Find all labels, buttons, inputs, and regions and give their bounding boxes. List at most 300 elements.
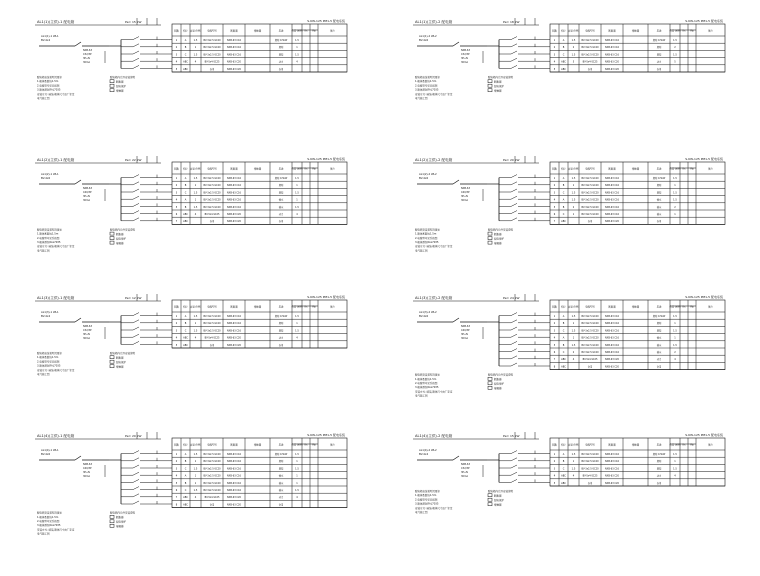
table-cell: B xyxy=(562,322,565,326)
table-cell: 8 xyxy=(175,503,178,507)
incoming-cable-label: BV-4x6 xyxy=(41,453,51,456)
table-cell: 动力 xyxy=(278,60,284,64)
table-header-cell: 相序 xyxy=(561,305,566,309)
branch-circuit xyxy=(121,37,172,40)
table-cell: NXB-63 C16 xyxy=(227,322,241,326)
legend-symbol-icon xyxy=(110,356,114,359)
panel-power-label: Pe= 24 kW xyxy=(503,296,520,300)
branch-circuit xyxy=(499,189,550,192)
table-cell: NXB-63 C16 xyxy=(227,198,241,202)
panel-title: AL1(2)(主供)-1 配电箱 xyxy=(37,158,75,162)
branch-breaker-contact xyxy=(133,501,139,504)
table-cell: 1.5 xyxy=(295,191,299,195)
note-line: 2.电缆型号见系统图 xyxy=(415,236,438,240)
legend-item: 接触器 xyxy=(494,503,502,507)
table-cell: 4 xyxy=(175,198,178,202)
main-breaker-model: NXB-63 xyxy=(83,325,92,328)
incoming-feeder-label: AL1(2)-2 WL2 xyxy=(419,173,437,176)
note-line: 配电箱安装说明及要求 xyxy=(37,511,63,515)
main-breaker-poles: 3P+N xyxy=(461,333,468,336)
table-header-cell: 电缆型号 xyxy=(585,305,595,309)
panel-title: AL1(1)(主供)-1 配电箱 xyxy=(37,20,75,24)
table-cell: B xyxy=(184,322,187,326)
table-cell: 1.5 xyxy=(571,467,576,471)
panel-8 xyxy=(413,432,725,514)
table-cell: 照明 xyxy=(278,322,284,326)
main-breaker-model: NXB-63 xyxy=(461,325,470,328)
table-cell: C xyxy=(184,467,187,471)
note-line: 1.箱体底距地1.5m xyxy=(37,80,59,84)
table-header-cell: Pjs xyxy=(312,167,316,171)
note-line: 2.电缆型号见系统图 xyxy=(37,520,60,523)
branch-circuit xyxy=(499,458,550,461)
table-cell: 2 xyxy=(674,351,676,354)
main-breaker-model: NXB-63 xyxy=(461,463,470,466)
legend-symbol-icon xyxy=(110,232,114,235)
table-cell: 6 xyxy=(553,213,556,216)
branch-breaker-contact xyxy=(511,349,517,352)
table-cell: 插座 xyxy=(656,351,662,354)
table-cell: 1.5 xyxy=(571,315,576,318)
panel-power-label: Pe= 15 kW xyxy=(125,20,142,24)
branch-breaker-contact xyxy=(511,341,517,344)
table-cell: 备用 xyxy=(656,67,662,71)
legend-title: 配电箱内元件安装说明 xyxy=(110,228,136,232)
table-header-cell: Kx xyxy=(682,443,686,447)
branch-circuit xyxy=(499,211,550,214)
table-cell: 7 xyxy=(553,358,556,362)
table-cell: NXB-63 C16 xyxy=(605,336,619,340)
branch-circuit xyxy=(121,58,172,61)
table-cell: BV-3x2.5-SC20 xyxy=(581,343,599,347)
branch-circuit xyxy=(499,175,550,178)
main-breaker-rating: C32/3P xyxy=(83,53,92,56)
main-breaker-rcd: 30mA xyxy=(461,61,469,64)
branch-circuit xyxy=(499,349,550,352)
table-header-cell: Pjs xyxy=(690,167,694,171)
note-line: 2.电缆型号见系统图 xyxy=(415,498,438,502)
table-header-cell: 电缆型号 xyxy=(585,443,595,447)
table-header-cell: 相序 xyxy=(561,443,566,447)
table-cell: 1.5 xyxy=(673,329,677,333)
panel-title: AL1(3)(主供)-2 配电箱 xyxy=(415,296,453,300)
table-cell: B xyxy=(184,460,187,464)
branch-breaker-contact xyxy=(133,313,139,316)
table-header-cell: 备注 xyxy=(330,29,335,33)
table-cell: ABC xyxy=(561,474,566,478)
table-cell: BV-3x2.5-SC20 xyxy=(581,46,599,50)
table-cell: C xyxy=(562,213,565,216)
main-breaker-rcd: 30mA xyxy=(461,337,469,340)
table-cell: BV-3x2.5-SC20 xyxy=(581,453,599,456)
table-cell: NXB-63 C20 xyxy=(605,60,619,64)
incoming-feeder-label: AL1(3)-1 WL1 xyxy=(41,311,59,314)
table-cell: 1 xyxy=(175,315,178,318)
table-cell: 1.5 xyxy=(571,177,576,180)
table-cell: 1.5 xyxy=(193,39,198,42)
table-cell: 照明 0.5kW xyxy=(652,39,666,42)
table-cell: 1.5 xyxy=(193,329,198,333)
table-cell: A xyxy=(184,39,187,42)
table-header-cell: 用途 xyxy=(278,443,284,447)
note-line: 电气施工图 xyxy=(37,97,50,100)
table-cell: BV-5x4-SC25 xyxy=(204,496,220,500)
table-cell: 2 xyxy=(572,205,575,209)
table-cell: NXB-63 C16 xyxy=(227,53,241,57)
table-cell: 1.5 xyxy=(193,315,198,318)
table-cell: 备用 xyxy=(656,365,662,369)
panel-7 xyxy=(35,432,347,536)
table-cell: 5 xyxy=(175,205,178,209)
branch-breaker-contact xyxy=(133,341,139,344)
branch-circuit xyxy=(499,334,550,337)
table-cell: BV-3x2.5-SC20 xyxy=(203,39,221,42)
table-title: S-KW-125 PM1-5 配电系统 xyxy=(307,433,345,437)
table-cell: 照明 xyxy=(656,329,662,333)
table-header-cell: 断路器 xyxy=(608,29,616,33)
table-cell: NXB-63 C20 xyxy=(227,67,241,71)
table-cell: ABC xyxy=(183,496,188,500)
table-header-cell: Pjs xyxy=(312,305,316,309)
branch-breaker-contact xyxy=(511,458,517,461)
table-cell: ABC xyxy=(183,67,188,71)
main-breaker-rating: C32/3P xyxy=(461,53,470,56)
note-line: 2.电缆型号见系统图 xyxy=(37,236,60,240)
circuit-table xyxy=(550,300,725,370)
main-breaker-rating: C32/3P xyxy=(461,467,470,470)
branch-breaker-contact xyxy=(511,37,517,40)
table-title: S-KW-125 PM1-5 配电系统 xyxy=(685,157,723,161)
table-cell: NXB-63 C20 xyxy=(227,343,241,347)
table-cell: 5 xyxy=(572,60,575,64)
table-cell: 7 xyxy=(175,220,178,224)
branch-breaker-contact xyxy=(133,65,139,68)
main-breaker-rating: C32/3P xyxy=(83,329,92,332)
table-cell: BV-3x2.5-SC20 xyxy=(203,205,221,209)
legend-title: 配电箱内元件安装说明 xyxy=(110,511,136,515)
main-breaker-model: NXB-63 xyxy=(461,187,470,190)
table-header-cell: 备注 xyxy=(708,305,713,309)
table-cell: 4 xyxy=(553,336,556,340)
table-cell: 备用 xyxy=(587,220,593,224)
table-cell: A xyxy=(562,453,565,456)
table-cell: 照明 0.5kW xyxy=(274,177,288,180)
legend-item: 断路器 xyxy=(494,232,502,236)
branch-breaker-contact xyxy=(511,479,517,482)
branch-circuit xyxy=(499,51,550,54)
table-cell: BV-5x4-SC25 xyxy=(582,60,598,64)
table-cell: ABC xyxy=(183,343,188,347)
table-header-cell: 回路 xyxy=(174,29,179,33)
main-breaker-rcd: 30mA xyxy=(461,475,469,478)
branch-circuit xyxy=(121,327,172,330)
panel-6 xyxy=(413,294,725,398)
branch-circuit xyxy=(499,451,550,454)
table-cell: A xyxy=(184,315,187,318)
table-header-cell: 容量 (kW) xyxy=(567,29,580,33)
table-cell: 1.5 xyxy=(295,205,299,209)
table-cell: BV-5x4-SC25 xyxy=(204,336,220,340)
table-cell: 照明 xyxy=(656,460,662,464)
table-header-cell: 电缆型号 xyxy=(207,443,217,447)
branch-breaker-contact xyxy=(133,203,139,206)
table-header-cell: 负荷 (kW) xyxy=(669,29,681,33)
table-title: S-KW-125 PM1-5 配电系统 xyxy=(307,157,345,161)
table-cell: 1 xyxy=(296,474,298,478)
note-line: 电气施工图 xyxy=(37,249,50,253)
branch-breaker-contact xyxy=(133,327,139,330)
table-cell: 备用 xyxy=(278,220,284,224)
branch-breaker-contact xyxy=(511,51,517,54)
table-header-cell: 接触器 xyxy=(253,305,262,309)
table-cell: BV-3x2.5-SC20 xyxy=(581,213,599,216)
panel-power-label: Pe= 12 kW xyxy=(125,296,142,300)
table-header-cell: 备注 xyxy=(330,443,335,447)
table-cell: 备用 xyxy=(209,503,215,507)
legend-symbol-icon xyxy=(488,386,492,389)
note-line: 2.电缆型号见系统图 xyxy=(415,84,438,88)
legend-item: 漏电保护 xyxy=(494,499,505,502)
table-cell: NXB-63 C16 xyxy=(227,467,241,471)
incoming-feeder-label: AL1(2)-1 WL1 xyxy=(41,173,59,176)
table-cell: B xyxy=(184,205,187,209)
table-cell: 1.5 xyxy=(571,198,576,202)
table-cell: BV-5x4-SC25 xyxy=(204,60,220,64)
branch-circuit xyxy=(499,44,550,47)
branch-circuit xyxy=(121,501,172,504)
incoming-feeder-label: AL1(3)-2 WL2 xyxy=(419,311,437,314)
note-line: 安装方式: 暗装,箱体尺寸由厂家定 xyxy=(37,245,75,249)
table-header-cell: 容量 (kW) xyxy=(189,167,202,171)
legend-symbol-icon xyxy=(488,377,492,380)
table-cell: BV-3x2.5-SC20 xyxy=(203,46,221,50)
note-line: 配电箱安装说明及要求 xyxy=(415,373,441,377)
table-cell: 6 xyxy=(175,213,178,216)
table-cell: 1 xyxy=(572,184,575,188)
table-header-cell: Pjs xyxy=(690,29,694,33)
table-cell: NXB-63 C16 xyxy=(605,467,619,471)
table-cell: NXB-63 C20 xyxy=(227,60,241,64)
branch-circuit xyxy=(121,472,172,475)
table-title: S-KW-125 PM1-5 配电系统 xyxy=(307,295,345,299)
table-cell: 1 xyxy=(194,46,197,50)
legend-symbol-icon xyxy=(110,237,114,240)
table-cell: 照明 0.5kW xyxy=(274,315,288,318)
table-cell: NXB-63 C16 xyxy=(227,315,241,318)
table-cell: C xyxy=(562,53,565,57)
main-breaker-poles: 3P+N xyxy=(83,195,90,198)
table-cell: 1.5 xyxy=(571,329,576,333)
table-cell: 4 xyxy=(674,474,676,478)
table-header-cell: 负荷 (kW) xyxy=(669,443,681,447)
branch-circuit xyxy=(499,356,550,359)
legend-item: 接触器 xyxy=(116,89,124,93)
branch-circuit xyxy=(121,51,172,54)
note-line: 1.箱体底距地1.5m xyxy=(37,232,59,236)
table-cell: NXB-63 C16 xyxy=(227,184,241,188)
table-cell: BV-3x2.5-SC20 xyxy=(203,474,221,478)
table-cell: 1.5 xyxy=(673,39,677,42)
table-cell: NXB-63 C20 xyxy=(605,481,619,485)
table-header-cell: 负荷 (kW) xyxy=(291,443,303,447)
main-breaker-rcd: 30mA xyxy=(83,61,91,64)
table-cell: 1 xyxy=(175,39,178,42)
table-cell: 5 xyxy=(175,343,178,347)
table-cell: NXB-63 C16 xyxy=(227,481,241,485)
table-cell: 插座 xyxy=(278,474,284,478)
panel-5 xyxy=(35,294,347,376)
note-line: 安装方式: 暗装,箱体尺寸由厂家定 xyxy=(415,245,453,249)
branch-circuit xyxy=(121,44,172,47)
note-line: 电气施工图 xyxy=(37,532,50,536)
branch-circuit xyxy=(121,65,172,68)
table-cell: 动力 xyxy=(656,474,662,478)
table-cell: 插座 xyxy=(278,205,284,209)
table-header-cell: 相序 xyxy=(561,167,566,171)
branch-breaker-contact xyxy=(133,472,139,475)
table-cell: 1 xyxy=(553,177,556,180)
branch-breaker-contact xyxy=(511,327,517,330)
table-cell: 4 xyxy=(194,496,197,500)
table-cell: 1.5 xyxy=(193,205,198,209)
table-cell: 插座 xyxy=(278,198,284,202)
table-cell: 5 xyxy=(175,481,178,485)
table-cell: 1 xyxy=(175,177,178,180)
table-cell: 2 xyxy=(572,46,575,50)
branch-breaker-contact xyxy=(511,356,517,359)
table-cell: 4 xyxy=(194,60,197,64)
legend-symbol-icon xyxy=(110,80,114,83)
branch-breaker-contact xyxy=(511,196,517,199)
table-header-cell: 断路器 xyxy=(230,443,238,447)
legend-symbol-icon xyxy=(488,382,492,385)
table-cell: 2 xyxy=(553,184,556,188)
table-cell: 1.5 xyxy=(673,191,677,195)
table-cell: 照明 0.5kW xyxy=(274,453,288,456)
table-cell: 1.5 xyxy=(193,191,198,195)
table-header-cell: 容量 (kW) xyxy=(567,305,580,309)
table-header-cell: 用途 xyxy=(656,167,662,171)
table-cell: 照明 xyxy=(278,460,284,464)
table-cell: NXB-63 C16 xyxy=(227,191,241,195)
legend-title: 配电箱内元件安装说明 xyxy=(488,228,514,232)
branch-circuit xyxy=(499,65,550,68)
note-line: 配电箱安装说明及要求 xyxy=(37,352,63,355)
table-cell: C xyxy=(562,467,565,471)
table-cell: NXB-63 C16 xyxy=(605,205,619,209)
table-cell: BV-3x2.5-SC20 xyxy=(581,184,599,188)
table-cell: 1 xyxy=(194,460,197,464)
table-cell: NXB-63 C16 xyxy=(227,489,241,492)
table-cell: 1 xyxy=(674,213,676,216)
table-cell: 2 xyxy=(674,205,676,209)
table-cell: 备用 xyxy=(656,220,662,224)
table-cell: 4 xyxy=(194,336,197,340)
panel-title: AL1(3)(主供)-1 配电箱 xyxy=(37,296,75,300)
main-breaker-rating: C40/3P xyxy=(83,191,92,194)
legend-item: 接触器 xyxy=(494,387,502,391)
circuit-table xyxy=(550,162,725,224)
table-cell: 照明 0.5kW xyxy=(652,315,666,318)
legend-symbol-icon xyxy=(488,494,492,497)
table-cell: B xyxy=(184,184,187,188)
table-cell: 1.5 xyxy=(295,467,299,471)
table-cell: 1 xyxy=(194,481,197,485)
table-cell: C xyxy=(562,191,565,195)
table-cell: 1.5 xyxy=(673,177,677,180)
table-cell: C xyxy=(184,489,187,492)
table-header-cell: 电缆型号 xyxy=(207,305,217,309)
table-cell: BV-3x2.5-SC20 xyxy=(581,205,599,209)
branch-circuit xyxy=(121,458,172,461)
table-cell: 2 xyxy=(175,46,178,50)
table-header-cell: 相序 xyxy=(183,443,188,447)
table-cell: NXB-63 C16 xyxy=(605,343,619,347)
table-cell: BV-3x2.5-SC20 xyxy=(581,53,599,57)
main-breaker-poles: 3P+N xyxy=(83,57,90,60)
table-cell: NXB-63 C20 xyxy=(605,67,619,71)
table-header-cell: 负荷 (kW) xyxy=(291,167,303,171)
table-cell: 4 xyxy=(296,496,298,500)
table-cell: B xyxy=(562,343,565,347)
table-cell: BV-3x2.5-SC20 xyxy=(203,53,221,57)
table-cell: ABC xyxy=(561,60,566,64)
note-line: 2.电缆型号见系统图 xyxy=(415,382,438,385)
circuit-table xyxy=(172,438,347,508)
table-cell: 1.5 xyxy=(673,198,677,202)
table-header-cell: 断路器 xyxy=(608,305,616,309)
table-cell: NXB-63 C16 xyxy=(227,46,241,50)
table-cell: 1.5 xyxy=(295,489,299,492)
table-cell: 动力 xyxy=(278,213,284,216)
note-line: 配电箱安装说明及要求 xyxy=(415,228,441,232)
table-cell: BV-3x2.5-SC20 xyxy=(203,184,221,188)
table-cell: 1.5 xyxy=(295,39,299,42)
note-line: 1.箱体底距地1.5m xyxy=(415,80,437,84)
table-cell: 1 xyxy=(674,184,676,188)
legend-item: 接触器 xyxy=(494,89,502,93)
legend-item: 漏电保护 xyxy=(494,237,505,241)
branch-circuit xyxy=(121,487,172,490)
table-cell: A xyxy=(562,315,565,318)
table-cell: BV-3x2.5-SC20 xyxy=(581,191,599,195)
legend-item: 断路器 xyxy=(494,494,502,498)
branch-circuit xyxy=(499,182,550,185)
note-line: 1.箱体底距地1.5m xyxy=(415,377,437,381)
table-cell: NXB-63 C16 xyxy=(605,191,619,195)
table-cell: 1.5 xyxy=(571,453,576,456)
branch-circuit xyxy=(121,451,172,454)
table-cell: 4 xyxy=(175,60,178,64)
table-cell: NXB-63 C20 xyxy=(227,503,241,507)
main-breaker-contact xyxy=(453,318,459,322)
table-header-cell: 回路 xyxy=(552,305,557,309)
table-cell: 4 xyxy=(572,358,575,362)
branch-breaker-contact xyxy=(511,320,517,323)
table-cell: BV-3x2.5-SC20 xyxy=(581,39,599,42)
table-cell: B xyxy=(184,481,187,485)
legend-symbol-icon xyxy=(488,84,492,87)
table-cell: NXB-63 C16 xyxy=(227,460,241,464)
circuit-table xyxy=(172,162,347,224)
table-cell: 1 xyxy=(194,184,197,188)
table-header-cell: 容量 (kW) xyxy=(189,305,202,309)
table-header-cell: 相序 xyxy=(561,29,566,33)
table-cell: BV-3x2.5-SC20 xyxy=(581,351,599,354)
table-cell: 2 xyxy=(553,460,556,464)
table-cell: BV-3x2.5-SC20 xyxy=(203,481,221,485)
note-line: 3.箱体颜色RAL7035 xyxy=(415,88,439,92)
